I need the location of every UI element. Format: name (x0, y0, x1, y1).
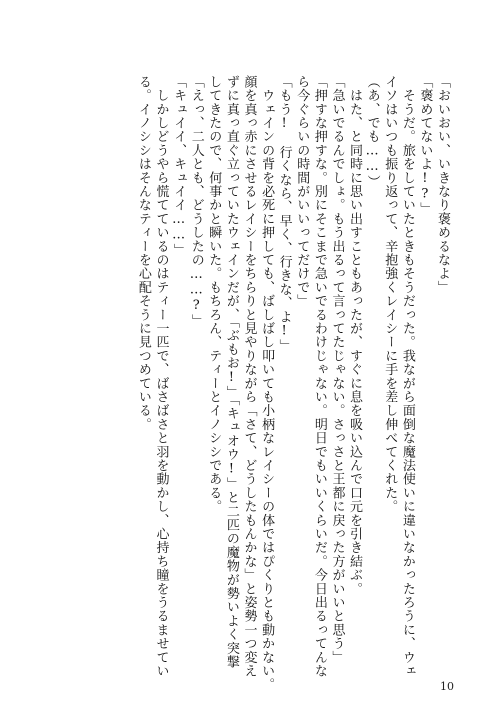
text-line: イソはいつも振り返って、辛抱強くレイシーに手を差し伸べてくれた。 (382, 75, 398, 514)
text-line: 「キュイイ、キュイイ……」 (171, 75, 187, 258)
text-line: してきたので、何事かと瞬いた。もちろん、ティーとイノシシである。 (206, 75, 222, 514)
text-line: 「えっ、二人とも、どうしたの……?」 (188, 75, 204, 328)
page-number: 10 (440, 680, 454, 693)
text-line: （あ、でも……） (364, 75, 380, 189)
text-line: 「急いでるんでしょ。もう出るって言ってたじゃない。さっさと王都に戻った方がいいと思う」 (329, 75, 345, 665)
text-line: ウェインの背を必死に押しても、ばしばし叩いても小柄なレイシーの体ではぴくりとも動かない。 (259, 75, 275, 692)
text-line: る。イノシシはそんなティーを心配そうに見つめている。 (135, 75, 151, 432)
text-line: しかしどうやら慌てているのはティー一匹で、ばさばさと羽を動かし、心持ち瞳をうるませてい (153, 75, 169, 678)
text-line: はた、と同時に思い出すこともあったが、すぐに息を吸い込んで口元を引き結ぶ。 (347, 75, 363, 596)
text-line: そうだ。旅をしていたときもそうだった。我ながら面倒な魔法使いに違いなかったろうに、ウェ (399, 75, 415, 678)
text-line: 「もう! 行くなら、早く、行きな、よ!」 (276, 75, 292, 353)
text-line: 「おいおい、いきなり褒めるなよ」 (435, 75, 450, 295)
text-line: ずに真っ直ぐ立っていたウェインだが、「ぶもお!」「キュオウ!」と二匹の魔物が勢いよく突撃 (223, 75, 239, 669)
text-line: 顔を真っ赤にさせるレイシーをちらりと見やりながら「さて、どうしたもんかな」と姿勢一つ変え (241, 75, 257, 678)
text-line: ら今ぐらいの時間がいいってだけで」 (294, 75, 310, 308)
text-line: 「褒めてないよ!?」 (417, 75, 433, 216)
text-line: 「押すな押すな。別にそこまで急いでるわけじゃない。明日でもいいくらいだ。今日出るってんな (311, 75, 327, 678)
